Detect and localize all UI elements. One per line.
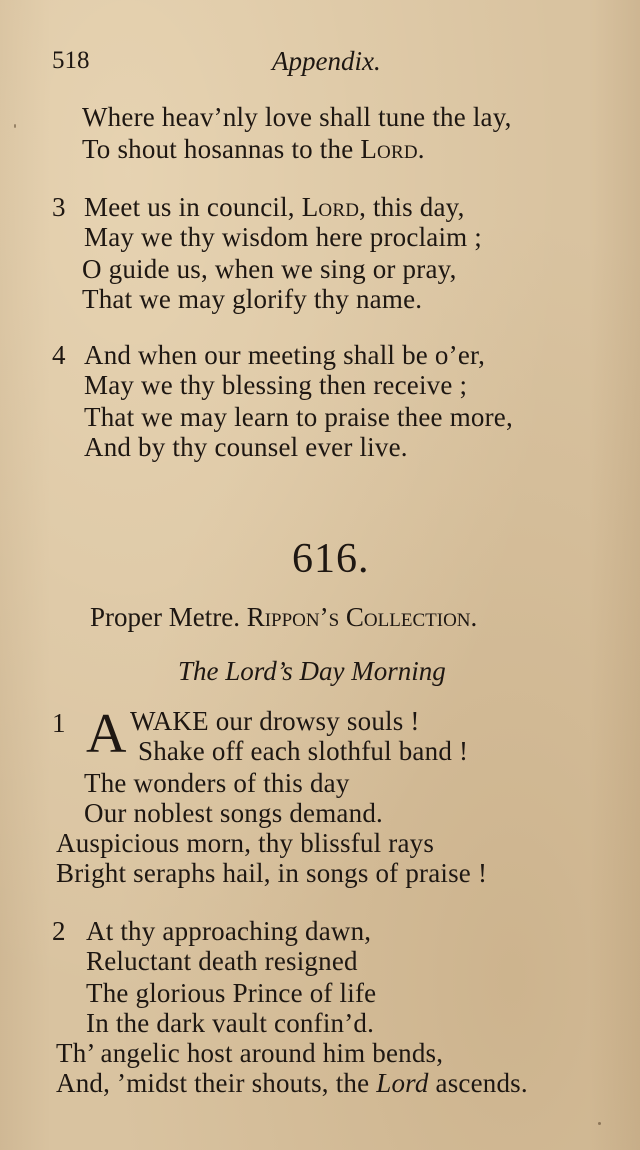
prev-hymn-line-text: To shout hosannas to the Lord. (82, 134, 425, 164)
verse-line: O guide us, when we sing or pray, (82, 254, 457, 284)
running-title: Appendix. (272, 46, 381, 76)
verse-line: And by thy counsel ever live. (84, 432, 408, 462)
verse-line: Auspicious morn, thy blissful rays (56, 828, 435, 858)
hymn-metre-line (90, 602, 477, 632)
verse-line (84, 192, 465, 222)
verse-line: In the dark vault confin’d. (86, 1008, 375, 1038)
paper-speck (598, 1122, 601, 1125)
verse-line: Shake off each slothful band ! (138, 736, 469, 766)
prev-hymn-line: Where heav’nly love shall tune the lay, (82, 102, 512, 132)
verse-line: Th’ angelic host around him bends, (56, 1038, 444, 1068)
hymn-collection: Rippon’s Collection. (246, 602, 478, 632)
hymn-metre: Proper Metre. (90, 602, 240, 632)
verse-line-text: Meet us in council, Lord, this day, (84, 192, 465, 222)
verse-number: 3 (52, 192, 66, 222)
verse-line: Our noblest songs demand. (84, 798, 383, 828)
prev-hymn-line (82, 134, 425, 164)
verse-line: The glorious Prince of life (86, 978, 377, 1008)
verse-line: The wonders of this day (84, 768, 350, 798)
paper-speck (14, 124, 16, 128)
page-number: 518 (52, 47, 90, 74)
verse-line: And when our meeting shall be o’er, (84, 340, 486, 370)
hymn-title: The Lord’s Day Morning (178, 656, 446, 686)
drop-cap: A (86, 703, 127, 765)
verse-line: May we thy wisdom here proclaim ; (84, 222, 483, 252)
verse-line: That we may glorify thy name. (82, 284, 423, 314)
verse-line: Bright seraphs hail, in songs of praise ! (56, 858, 488, 888)
verse-line (56, 1068, 528, 1098)
verse-line: Reluctant death resigned (86, 946, 358, 976)
verse-line: That we may learn to praise thee more, (84, 402, 513, 432)
verse-line: WAKE our drowsy souls ! (130, 706, 420, 736)
verse-number: 4 (52, 340, 66, 370)
verse-line: At thy approaching dawn, (86, 916, 372, 946)
hymn-number: 616. (292, 536, 370, 582)
verse-line-text: And, ’midst their shouts, the Lord ascends. (56, 1068, 528, 1098)
verse-number: 1 (52, 708, 66, 738)
verse-line: May we thy blessing then receive ; (84, 370, 468, 400)
verse-number: 2 (52, 916, 66, 946)
